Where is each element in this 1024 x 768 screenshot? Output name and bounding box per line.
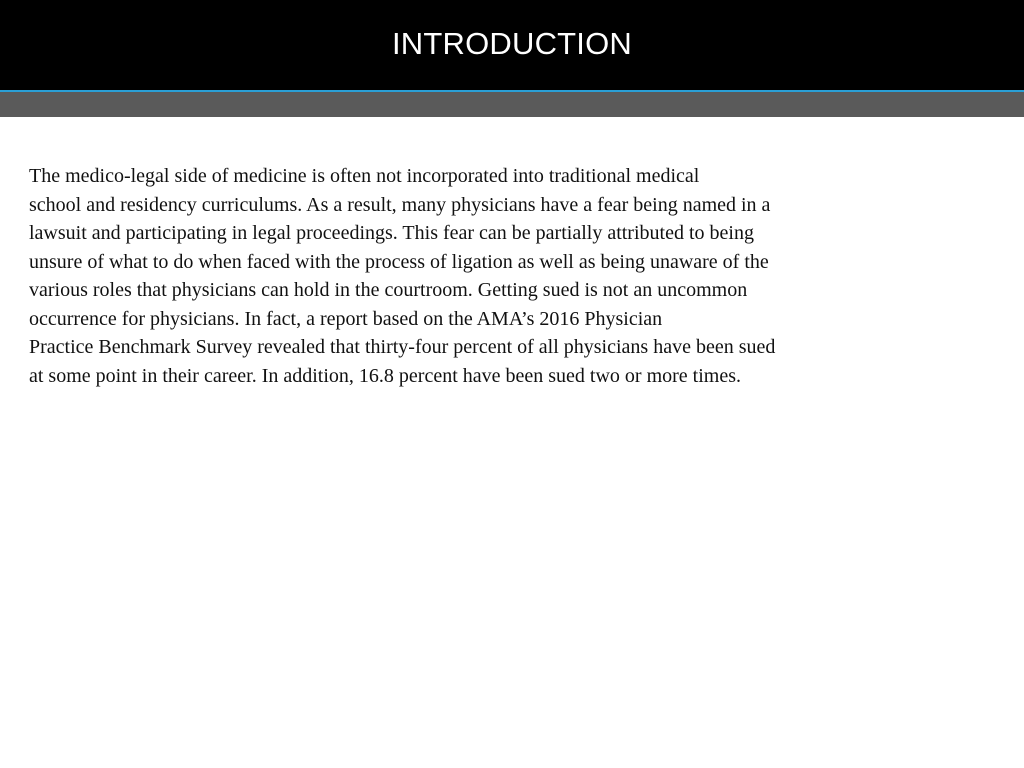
- slide-title: INTRODUCTION: [391, 26, 633, 61]
- body-line: The medico-legal side of medicine is often not incorporated into traditional medical: [29, 165, 700, 187]
- body-paragraph: [29, 162, 989, 390]
- body-line: Practice Benchmark Survey revealed that thirty-four percent of all physicians have been sued: [29, 336, 776, 358]
- title-bar: [0, 0, 1024, 90]
- body-line: school and residency curriculums. As a result, many physicians have a fear being named in a: [29, 193, 771, 216]
- body-line: occurrence for physicians. In fact, a report based on the AMA’s 2016 Physician: [29, 307, 663, 330]
- body-line: various roles that physicians can hold in the courtroom. Getting sued is not an uncommon: [29, 279, 748, 301]
- body-line: lawsuit and participating in legal proceedings. This fear can be partially attributed to being: [29, 222, 754, 244]
- body-line: unsure of what to do when faced with the process of ligation as well as being unaware of the: [29, 250, 769, 273]
- header-band: [0, 92, 1024, 117]
- body-line: at some point in their career. In addition, 16.8 percent have been sued two or more times.: [29, 364, 742, 387]
